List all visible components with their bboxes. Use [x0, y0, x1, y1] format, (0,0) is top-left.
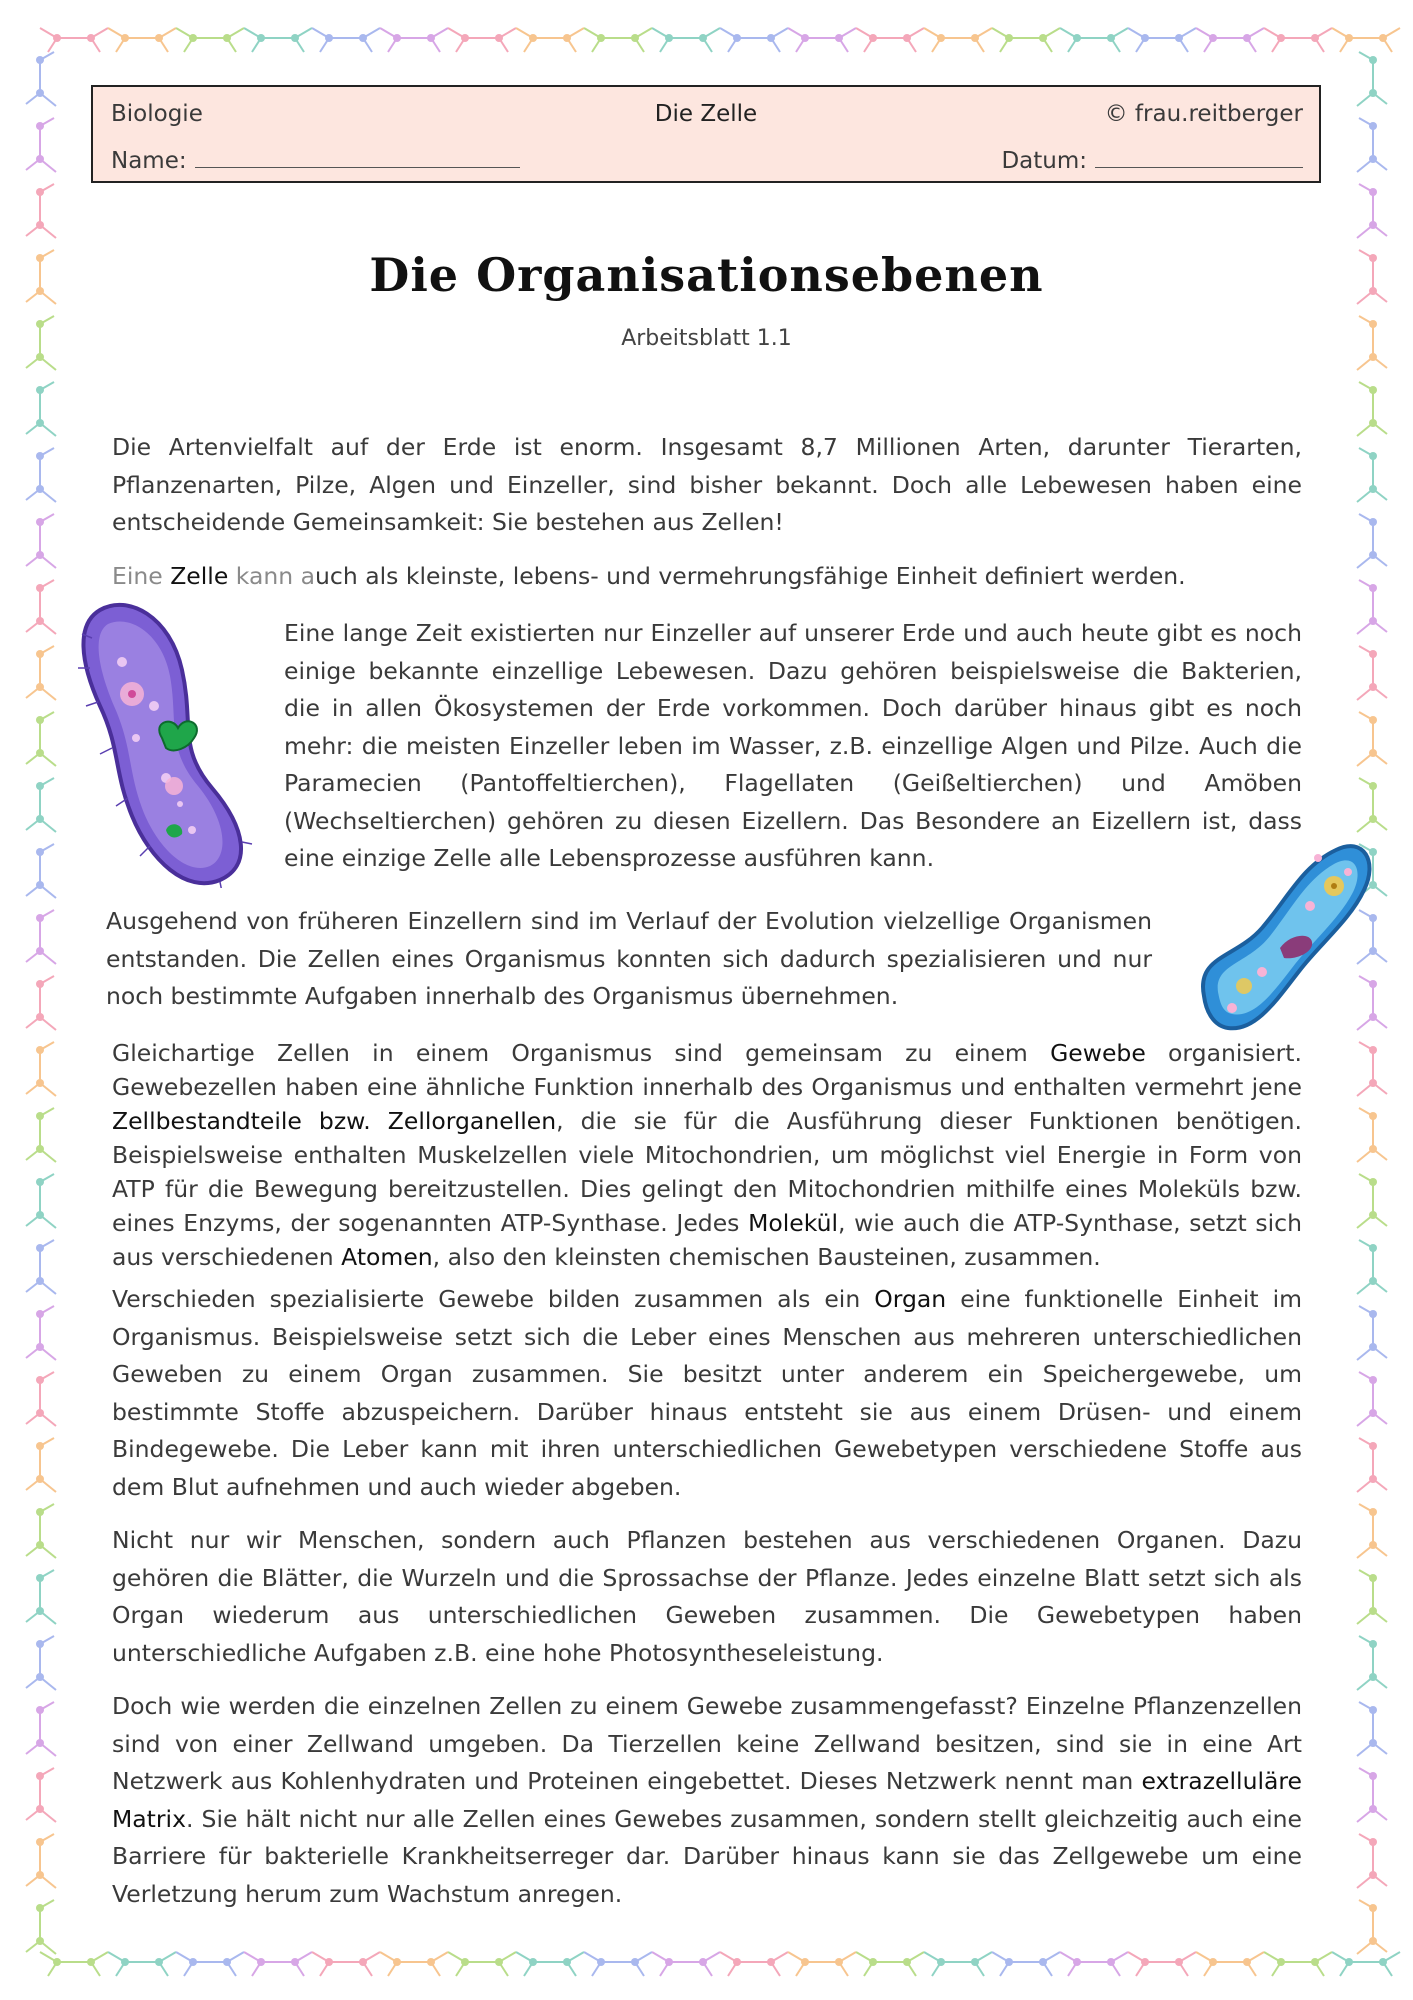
date-blank-line[interactable]: [1095, 147, 1303, 168]
keyword-gewebe: Gewebe: [1050, 1039, 1146, 1067]
keyword-zelle: Zelle: [170, 562, 229, 590]
paragraph-organ: Verschieden spezialisierte Gewebe bilden zusammen als ein Organ eine funktionelle Einheit im Organismus. Beispielsweise setzt sich die Leber eines Menschen aus mehreren unterschiedlichen Geweben zu einem Organ zusammen. Sie besitzt unter anderem ein Speichergewebe, um bestimmte Stoffe abzuspeichern. Darüber hinaus entsteht sie aus einem Drüsen- und einem Bindegewebe. Die Leber kann mit ihren unterschiedlichen Gewebetypen verschiedene Stoffe aus dem Blut aufnehmen und auch wieder abgeben.: [112, 1285, 1302, 1501]
keyword-organ: Organ: [874, 1285, 947, 1313]
paragraph-intro: Die Artenvielfalt auf der Erde ist enorm. Insgesamt 8,7 Millionen Arten, darunter Tierarten, Pflanzenarten, Pilze, Algen und Einzeller, sind bisher bekannt. Doch alle Lebewesen haben eine entscheidende Gemeinsamkeit: Sie bestehen aus Zellen!: [112, 433, 1302, 536]
name-blank-line[interactable]: [195, 147, 520, 168]
keyword-zellorganellen: Zellbestandteile bzw. Zellorganellen: [112, 1107, 557, 1135]
subject-label: Biologie: [111, 101, 203, 127]
keyword-atomen: Atomen: [341, 1243, 433, 1271]
keyword-molekuel: Molekül: [748, 1209, 839, 1237]
author-label: © frau.reitberger: [1104, 101, 1303, 127]
name-field[interactable]: [111, 147, 520, 174]
paragraph-plant-organs: Nicht nur wir Menschen, sondern auch Pflanzen bestehen aus verschiedenen Organen. Dazu gehören die Blätter, die Wurzeln und die Sprossachse der Pflanze. Jedes einzelne Blatt setzt sich als Organ wiederum aus unterschiedlichen Geweben zusammen. Die Gewebetypen haben unterschiedliche Aufgaben z.B. eine hohe Photosyntheseleistung.: [112, 1526, 1302, 1667]
paragraph-single-cell: Eine lange Zeit existierten nur Einzeller auf unserer Erde und auch heute gibt es noch einige bekannte einzellige Lebewesen. Dazu gehören beispielsweise die Bakterien, die in allen Ökosystemen der Erde vorkommen. Doch darüber hinaus gibt es noch mehr: die meisten Einzeller leben im Wasser, z.B. einzellige Algen und Pilze. Auch die Paramecien (Pantoffeltierchen), Flagellaten (Geißeltierchen) und Amöben (Wechseltierchen) gehören zu diesen Eizellern. Das Besondere an Eizellern ist, dass eine einzige Zelle alle Lebensprozesse ausführen kann.: [284, 619, 1302, 872]
paragraph-cell-definition: Eine Zelle kann auch als kleinste, lebens- und vermehrungsfähige Einheit definiert werden.: [112, 562, 1186, 590]
paragraph-tissue: Gleichartige Zellen in einem Organismus sind gemeinsam zu einem Gewebe organisiert. Gewebezellen haben eine ähnliche Funktion innerhalb des Organismus und enthalten vermehrt jene Zellbestandteile bzw. Zellorganellen, die sie für die Ausführung dieser Funktionen benötigen. Beispielsweise enthalten Muskelzellen viele Mitochondrien, um möglichst viel Energie in Form von ATP für die Bewegung bereitzustellen. Dies gelingt den Mitochondrien mithilfe eines Moleküls bzw. eines Enzyms, der sogenannten ATP-Synthase. Jedes Molekül, wie auch die ATP-Synthase, setzt sich aus verschiedenen Atomen, also den kleinsten chemischen Bausteinen, zusammen.: [112, 1039, 1302, 1271]
paragraph-extracellular-matrix: Doch wie werden die einzelnen Zellen zu einem Gewebe zusammengefasst? Einzelne Pflanzenzellen sind von einer Zellwand umgeben. Da Tierzellen keine Zellwand besitzen, sind sie in eine Art Netzwerk aus Kohlenhydraten und Proteinen eingebettet. Dieses Netzwerk nennt man extrazelluläre Matrix. Sie hält nicht nur alle Zellen eines Gewebes zusammen, sondern stellt gleichzeitig auch eine Barriere für bakterielle Krankheitserreger dar. Darüber hinaus kann sie das Zellgewebe um eine Verletzung herum zum Wachstum anregen.: [112, 1692, 1302, 1908]
paragraph-evolution: Ausgehend von früheren Einzellern sind im Verlauf der Evolution vielzellige Organismen entstanden. Die Zellen eines Organismus konnten sich dadurch spezialisieren und nur noch bestimmte Aufgaben innerhalb des Organismus übernehmen.: [106, 907, 1152, 1010]
name-label: Name:: [111, 148, 187, 174]
keyword-extrazellulaere-matrix: extrazelluläre Matrix: [112, 1767, 1302, 1833]
page-title: Die Organisationsebenen: [369, 248, 1044, 302]
paramecium-purple-icon: [70, 598, 255, 888]
date-field[interactable]: [1001, 147, 1303, 174]
page-subtitle: Arbeitsblatt 1.1: [621, 326, 792, 351]
worksheet-header: [91, 85, 1321, 183]
topic-label: Die Zelle: [654, 101, 758, 127]
date-label: Datum:: [1001, 148, 1087, 174]
paramecium-blue-icon: [1192, 836, 1377, 1036]
